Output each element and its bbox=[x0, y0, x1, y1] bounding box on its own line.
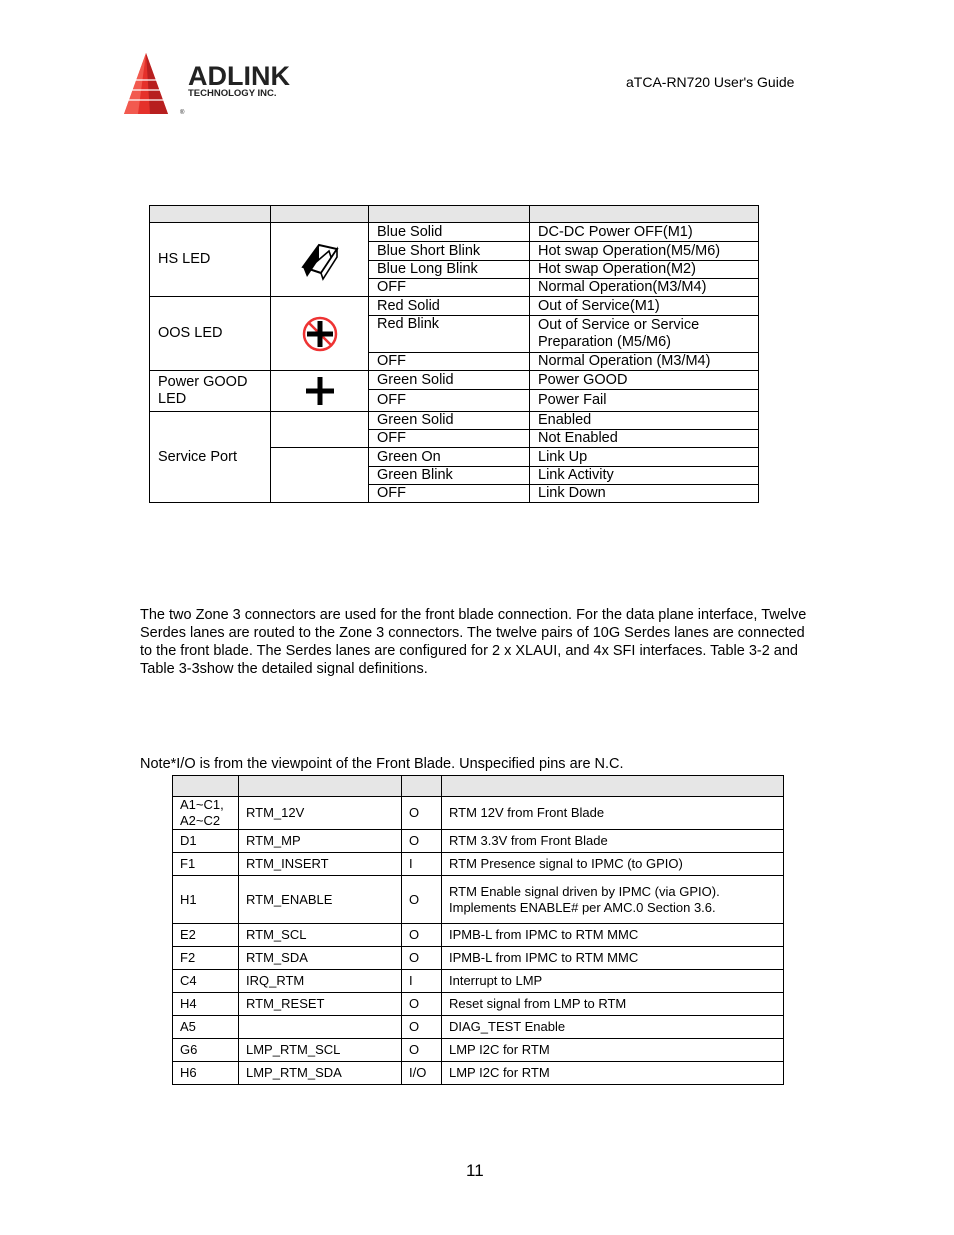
pin-cell: F1 bbox=[173, 853, 239, 876]
led-meaning: Hot swap Operation(M5/M6) bbox=[530, 242, 759, 261]
note-text: Note*I/O is from the viewpoint of the Front Blade. Unspecified pins are N.C. bbox=[140, 756, 624, 772]
led-state: Green Solid bbox=[369, 371, 530, 390]
svg-text:®: ® bbox=[180, 110, 185, 116]
table-row bbox=[173, 970, 784, 993]
description-cell: RTM Presence signal to IPMC (to GPIO) bbox=[442, 853, 784, 876]
led-name: OOS LED bbox=[150, 297, 271, 371]
io-cell: O bbox=[402, 797, 442, 830]
led-state: Red Blink bbox=[369, 316, 530, 353]
led-status-table bbox=[149, 205, 759, 503]
led-meaning: Link Activity bbox=[530, 467, 759, 485]
signal-cell: LMP_RTM_SDA bbox=[239, 1062, 402, 1085]
description-cell: IPMB-L from IPMC to RTM MMC bbox=[442, 947, 784, 970]
page-number: 11 bbox=[466, 1161, 484, 1180]
led-name: Service Port bbox=[150, 412, 271, 503]
pin-cell: E2 bbox=[173, 924, 239, 947]
table-row bbox=[173, 830, 784, 853]
adlink-logo bbox=[122, 52, 327, 117]
signal-cell bbox=[239, 1016, 402, 1039]
led-name: Power GOOD LED bbox=[150, 371, 271, 412]
table-row bbox=[173, 947, 784, 970]
description-cell: LMP I2C for RTM bbox=[442, 1062, 784, 1085]
table-row bbox=[173, 876, 784, 924]
led-meaning: Link Up bbox=[530, 448, 759, 467]
plus-icon bbox=[300, 373, 340, 409]
description-cell: Reset signal from LMP to RTM bbox=[442, 993, 784, 1016]
io-cell: I/O bbox=[402, 1062, 442, 1085]
description-cell: IPMB-L from IPMC to RTM MMC bbox=[442, 924, 784, 947]
led-name: HS LED bbox=[150, 223, 271, 297]
table-row bbox=[173, 1016, 784, 1039]
table-row bbox=[150, 297, 759, 316]
led-meaning: Link Down bbox=[530, 485, 759, 503]
guide-title: aTCA-RN720 User's Guide bbox=[626, 74, 795, 90]
signal-cell: RTM_12V bbox=[239, 797, 402, 830]
led-meaning: Out of Service or Service Preparation (M5/M6) bbox=[530, 316, 759, 353]
io-cell: O bbox=[402, 1039, 442, 1062]
table-row bbox=[173, 853, 784, 876]
signal-cell: RTM_SDA bbox=[239, 947, 402, 970]
io-cell: O bbox=[402, 1016, 442, 1039]
led-state: Blue Solid bbox=[369, 223, 530, 242]
signal-cell: RTM_MP bbox=[239, 830, 402, 853]
led-meaning: Hot swap Operation(M2) bbox=[530, 261, 759, 279]
table-row bbox=[173, 1039, 784, 1062]
table-header-row bbox=[173, 776, 784, 797]
led-state: OFF bbox=[369, 353, 530, 371]
pin-cell: A5 bbox=[173, 1016, 239, 1039]
pin-definition-table bbox=[172, 775, 784, 1085]
led-meaning: DC-DC Power OFF(M1) bbox=[530, 223, 759, 242]
description-cell: DIAG_TEST Enable bbox=[442, 1016, 784, 1039]
table-row bbox=[150, 371, 759, 390]
pin-cell: H1 bbox=[173, 876, 239, 924]
led-state: Green Blink bbox=[369, 467, 530, 485]
led-state: OFF bbox=[369, 279, 530, 297]
led-meaning: Normal Operation (M3/M4) bbox=[530, 353, 759, 371]
pin-cell: H4 bbox=[173, 993, 239, 1016]
signal-cell: RTM_INSERT bbox=[239, 853, 402, 876]
led-meaning: Enabled bbox=[530, 412, 759, 430]
description-cell: Interrupt to LMP bbox=[442, 970, 784, 993]
signal-cell: RTM_ENABLE bbox=[239, 876, 402, 924]
led-state: OFF bbox=[369, 485, 530, 503]
led-state: Blue Long Blink bbox=[369, 261, 530, 279]
led-meaning: Out of Service(M1) bbox=[530, 297, 759, 316]
logo-wordmark: ADLINK bbox=[188, 61, 290, 91]
out-of-service-icon bbox=[297, 311, 343, 357]
table-row bbox=[173, 924, 784, 947]
signal-cell: RTM_SCL bbox=[239, 924, 402, 947]
led-state: Green On bbox=[369, 448, 530, 467]
hot-swap-icon bbox=[297, 237, 343, 283]
led-state: OFF bbox=[369, 390, 530, 412]
io-cell: O bbox=[402, 993, 442, 1016]
led-meaning: Not Enabled bbox=[530, 430, 759, 448]
pin-cell: G6 bbox=[173, 1039, 239, 1062]
signal-cell: RTM_RESET bbox=[239, 993, 402, 1016]
pin-cell: H6 bbox=[173, 1062, 239, 1085]
pin-cell: C4 bbox=[173, 970, 239, 993]
led-state: Green Solid bbox=[369, 412, 530, 430]
io-cell: O bbox=[402, 947, 442, 970]
table-row bbox=[173, 993, 784, 1016]
led-state: OFF bbox=[369, 430, 530, 448]
description-cell: LMP I2C for RTM bbox=[442, 1039, 784, 1062]
logo-subtext: TECHNOLOGY INC. bbox=[188, 88, 277, 99]
led-state: Blue Short Blink bbox=[369, 242, 530, 261]
description-cell: RTM 12V from Front Blade bbox=[442, 797, 784, 830]
table-row bbox=[173, 797, 784, 830]
pin-cell: F2 bbox=[173, 947, 239, 970]
io-cell: O bbox=[402, 924, 442, 947]
pin-cell: D1 bbox=[173, 830, 239, 853]
table-row bbox=[150, 412, 759, 430]
io-cell: I bbox=[402, 853, 442, 876]
led-meaning: Power Fail bbox=[530, 390, 759, 412]
led-meaning: Power GOOD bbox=[530, 371, 759, 390]
description-cell: RTM 3.3V from Front Blade bbox=[442, 830, 784, 853]
signal-cell: LMP_RTM_SCL bbox=[239, 1039, 402, 1062]
io-cell: I bbox=[402, 970, 442, 993]
body-paragraph: The two Zone 3 connectors are used for the front blade connection. For the data plane interface, Twelve Serdes lanes are routed to the Zone 3 connectors. The twelve pairs of 10G Serdes lanes are connected to the front blade. The Serdes lanes are configured for 2 x XLAUI, and 4x SFI interfaces. Table 3-2 and Table 3-3show the detailed signal definitions. bbox=[140, 607, 807, 677]
io-cell: O bbox=[402, 876, 442, 924]
pin-cell: A1~C1, A2~C2 bbox=[173, 797, 239, 830]
table-row bbox=[150, 223, 759, 242]
description-cell: RTM Enable signal driven by IPMC (via GPIO). Implements ENABLE# per AMC.0 Section 3.6. bbox=[442, 876, 784, 924]
led-meaning: Normal Operation(M3/M4) bbox=[530, 279, 759, 297]
led-state: Red Solid bbox=[369, 297, 530, 316]
table-header-row bbox=[150, 206, 759, 223]
io-cell: O bbox=[402, 830, 442, 853]
signal-cell: IRQ_RTM bbox=[239, 970, 402, 993]
table-row bbox=[173, 1062, 784, 1085]
